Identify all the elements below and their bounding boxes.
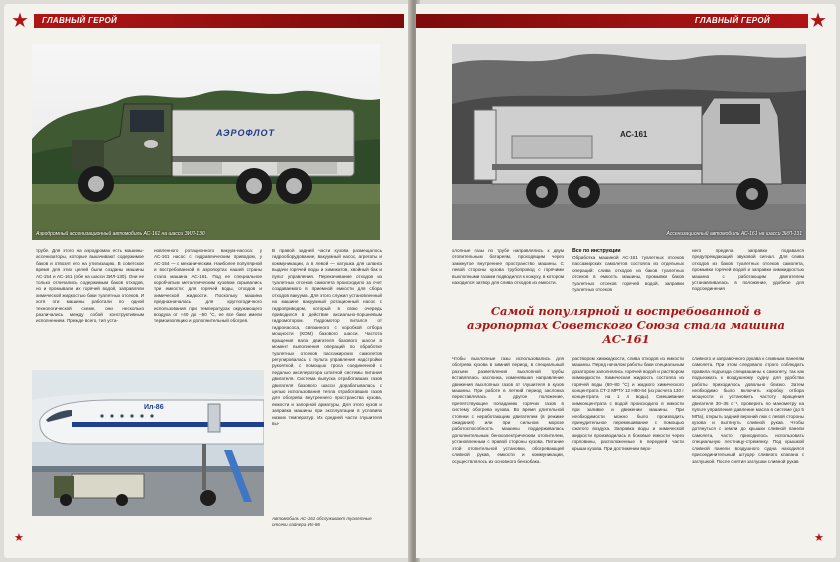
photo-il86-aircraft <box>32 370 264 516</box>
paragraph: Чтобы выхлопные газы использовались для обогрева кузова в зимний период, в специальный разъем разветвления выхлопной трубы вставлялась заслонка, изменявшая направление движения выхлопных газов от глушителя в кузов машины. При работе в летний период заслонка переставлялась в другое положение, препятствующее попаданию горячих газов в систему обогрева кузова. Во время длительной стоянки с неработающим двигателем (в режиме ожидания) или при сильном морозе работоспособность машины поддерживалась дополнительным бензоэлектрическим отопителем, установленным с правой стороны кузова. Питание этой отопительной установки, обогревающей сливной рукав, емкости и коммуникации, осуществлялось из основного бензобака. <box>452 356 564 464</box>
paragraph: трубе. Для этого на аэродромах есть машины-ассенизаторы, которые выкачивают содержимое баков и отвозят его на утилизацию. В советское время для этих целей были созданы машины АС-154 и АС-161 (обе на шасси ЗИЛ-130). Они не только отличались содержимым баков отходов, но и промывали их горячей водой, заправляли химической жидкостью баки туалетных отсеков. И хотя эти машины работали по одной технологической схеме, они несколько различались между собой конструктивным исполнением. Прежде всего, тип уста- <box>36 248 144 324</box>
truck-label-as161: АС-161 <box>620 130 648 139</box>
left-page <box>4 4 412 558</box>
page-star-icon: ★ <box>814 531 824 544</box>
paragraph: него предела заправки подавался предупреждающий звуковой сигнал. Для слива отходов из баков туалетных отсеков самолета, промывки горячей водой и заправки химжидкостью машина с работающим двигателем устанавливалась в положение, удобное для подсоединения <box>692 248 804 292</box>
right-text-col-2 <box>572 248 684 293</box>
photo-aeroflot-truck <box>32 44 380 240</box>
left-text-col-1 <box>36 248 144 325</box>
paragraph: раствором химжидкости, слива отходов из емкости машины. Перед началом работы баки специальным дозатором заполнялись горячей водой и раствором химжидкости. Химическая жидкость состояла из горячей воды (60–80 °С) и жидкого химического концентрата СТ-2 МРТУ 12 Н80-64 (из расчета 130 г концентрата на 1 л воды). Смешивание химконцентрата с водой происходило в емкости при заливке и движении машины. При необходимости можно было производить принудительное перемешивание с помощью сжатого воздуха. Заправка воды и химической жидкости производилась в боковые емкости через горловины, расположенные в передней части крыши кузова. При достижении верх- <box>572 356 684 451</box>
section-title-right: ГЛАВНЫЙ ГЕРОЙ <box>694 16 770 25</box>
photo-caption-top-left: Аэродромный ассенизационный автомобиль АС-161 на шасси ЗИЛ-130 <box>36 231 205 237</box>
paragraph: В правой задней части кузова размещалось гидрооборудование, вакуумный насос, агрегаты и коммуникации, а в левой — катушка для шланга выдачи горячей воды и химикатов, хвойный бак и пульт управления. Перекачивание отходов из туалетных отсеков самолета происходило за счет создаваемого в приемной емкости для сбора отходов вакуума. Для этого служил установленный на машине вакуумный ротационный насос с гидроприводом, который в свою очередь приводился в действие аксиально-поршневым гидромотором. Гидромотор питался от гидронасоса, связанного с коробкой отбора мощности (КОМ) базового шасси. Частота вращения вала двигателя базового шасси в момент выполнения операций по обработке туалетных отсеков пассажирских самолетов регулировалась с пульта управления надстройки рукояткой, с помощью троса соединенной с педалью акселератора штатной системы питания двигателя. Система выпуска отработавших газов двигателя базового шасси дорабатывалась с целью использования тепла отработавших газов для обогрева внутреннего пространства кузова, емкости и запорной арматуры. Для этого кузов и заправка машины при эксплуатации в условиях низких температур. Из средней части глушителя вы- <box>272 248 382 426</box>
star-icon: ★ <box>11 8 29 32</box>
truck-photo-bw-illustration <box>452 44 806 240</box>
section-title-left: ГЛАВНЫЙ ГЕРОЙ <box>42 16 118 25</box>
left-text-col-3 <box>272 248 382 510</box>
left-text-col-2 <box>154 248 262 325</box>
paragraph: сливного и заправочного рукава к сливным панелям самолета. При этом следовало строго соблюдать правила подъезда спецмашины к самолету, так как подъезжать к воздушному судну для удобства работы приходилось довольно близко. Затем необходимо было включить коробку отбора мощности и установить частоту вращения двигателя 30–35 с⁻¹, проверить по манометру на пульте управления давление масла в системе (до 5 МПа), открыть задний верхний люк с левой стороны кузова и вытянуть сливной рукав. Чтобы дотянуться с земли до крышки сливной панели самолета, часто приходилось использовать специальную лестницу-стремянку. Под крышкой сливной панели воздушного судна находился присоединительный штуцер сливного клапана с заглушкой. После снятия заглушки сливной рукав <box>692 356 804 464</box>
paragraph: новленного ротационного вакуум-насоса: у АС-161 насос с гидравлическим приводом, у АС-154 — с механическим. Наиболее популярной и востребованной в аэропортах нашей страны стала машина АС-161. Под ее специальное коробчатым металлическим кузовом скрывались три емкости: для горячей воды, отходов и химической жидкости. Поскольку машина предназначалась для круглогодичного использования при температурах окружающего воздуха от +40 до −50 °С, ее все баки имели термоизоляцию и дополнительный обогрев. <box>154 248 262 324</box>
paragraph: хлопные газы по трубе направлялись к двум отопительным батареям, проходящим через замкнутое внутреннее пространство машины. С левой стороны кузова трубопровод с горячими выхлопными газами подводился к кожуху, в котором находился затвор для слива отходов из емкости. <box>452 248 564 286</box>
page-star-icon: ★ <box>14 531 24 544</box>
star-icon: ★ <box>809 8 827 32</box>
right-lower-col-3 <box>692 356 804 465</box>
right-page <box>416 4 836 558</box>
right-text-col-3 <box>692 248 804 293</box>
right-text-col-1 <box>452 248 564 286</box>
truck-label-aeroflot: АЭРОФЛОТ <box>216 128 276 138</box>
aircraft-label: Ил-86 <box>144 404 164 411</box>
truck-photo-illustration <box>32 44 380 240</box>
subheading: Все по инструкции <box>572 248 621 254</box>
header-band-left <box>34 14 404 28</box>
paragraph: Обработка машиной АС-161 туалетных отсеков пассажирских самолетов состояла из отдельных операций: слива отходов из баков туалетных отсеков в емкость машины, промывки баков туалетных отсеков горячей водой, заправки туалетных отсеков <box>572 255 684 293</box>
aircraft-photo-illustration <box>32 370 264 516</box>
photo-as161-truck <box>452 44 806 240</box>
right-lower-col-1 <box>452 356 564 465</box>
photo-caption-top-right: Ассенизационный автомобиль АС-161 на шасси ЗИЛ-131 <box>666 231 802 237</box>
header-band-right <box>416 14 808 28</box>
caption-il86: Автомобиль АС-161 обслуживает туалетные отсеки лайнера Ил-86 <box>272 516 372 527</box>
pull-quote-headline: Самой популярной и востребованной в аэропортах Советского Союза стала машина АС-161 <box>467 304 785 346</box>
right-lower-col-2 <box>572 356 684 452</box>
